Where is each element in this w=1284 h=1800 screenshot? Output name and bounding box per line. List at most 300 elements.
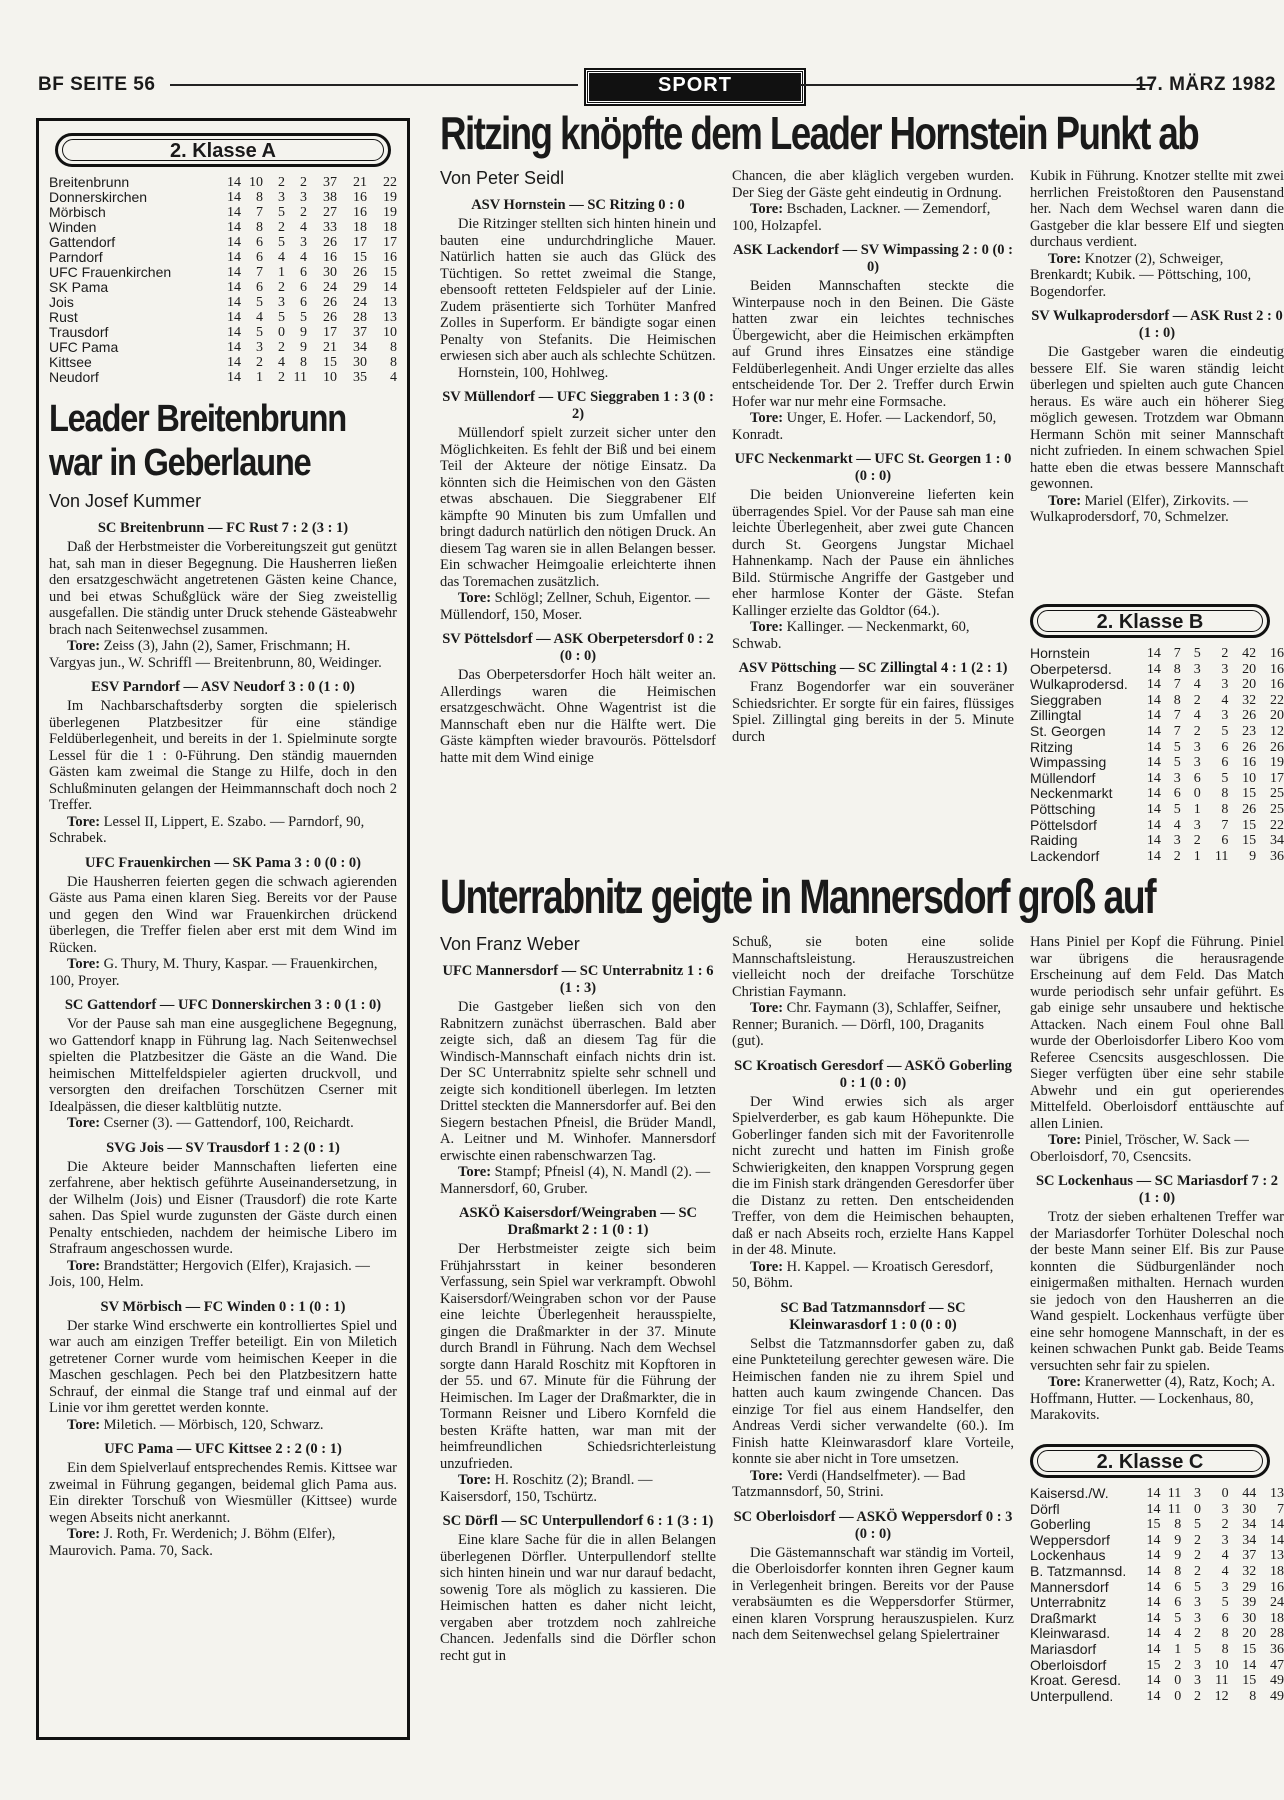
stat-cell: 14 (1146, 770, 1161, 786)
klasse-c-table (1030, 1486, 1284, 1704)
table-row (49, 175, 397, 190)
stat-cell: 14 (1146, 833, 1161, 849)
tore-text: Unger, E. Hofer. — Lackendorf, 50, Konradt. (732, 410, 997, 443)
table-row (49, 295, 397, 310)
stat-cell: 15 (1146, 1517, 1161, 1533)
stat-cell: 27 (323, 205, 337, 220)
table-row (1030, 1517, 1284, 1533)
tore-text: H. Roschitz (2); Brandl. — Kaisersdorf, 150, Tschürtz. (440, 1472, 653, 1505)
stat-cell: 15 (1146, 1657, 1161, 1673)
goal-scorers (49, 956, 397, 989)
tore-label: Tore: (458, 1472, 495, 1488)
stat-cell: 11 (1167, 1486, 1182, 1501)
section-label: SPORT (586, 70, 804, 104)
goal-scorers (732, 410, 1014, 443)
stat-cell: 2 (1194, 1548, 1201, 1564)
stat-cell: 13 (1270, 1548, 1284, 1564)
tore-label: Tore: (1048, 492, 1085, 509)
team-name: Kroat. Geresd. (1030, 1672, 1122, 1689)
top-col-1 (440, 168, 716, 888)
stat-cell: 14 (227, 340, 241, 355)
stat-cell: 2 (256, 355, 263, 370)
stat-cell: 6 (1221, 833, 1229, 849)
stat-cell: 9 (1174, 1548, 1182, 1564)
stat-cell: 30 (353, 355, 367, 370)
stat-cell: 16 (353, 205, 367, 220)
table-row (1030, 1580, 1284, 1596)
match-title: ASV Hornstein — SC Ritzing 0 : 0 (471, 197, 685, 213)
team-name: Dörfl (1030, 1500, 1060, 1517)
match-title: SC Gattendorf — UFC Donnerskirchen 3 : 0 (1 : 0) (64, 997, 382, 1013)
stat-cell: 14 (1146, 801, 1161, 817)
stat-cell: 2 (1173, 848, 1181, 864)
stat-cell: 18 (353, 220, 367, 235)
table-row (1030, 740, 1284, 756)
match-report: Das Oberpetersdorfer Hoch hält weiter an. Allerdings waren die Heimischen ersatzgeschwächt. Ohne Wagentrist ist die Mannschaft eben nur die Hälfte wert. Die Gäste kämpften wieder bravourös. Pöttelsdorf hatte mit dem Wind einige (440, 667, 716, 766)
stat-cell: 14 (1270, 1517, 1284, 1533)
stat-cell: 4 (300, 250, 307, 265)
stat-cell: 15 (1242, 786, 1257, 802)
stat-cell: 14 (227, 250, 241, 265)
stat-cell: 19 (383, 190, 397, 205)
match-title: SV Wulkaprodersdorf — ASK Rust 2 : 0 (1 : 0) (1031, 308, 1283, 341)
stat-cell: 14 (227, 190, 241, 205)
stat-cell: 15 (1242, 1673, 1257, 1689)
stat-cell: 26 (353, 265, 367, 280)
stat-cell: 14 (227, 205, 241, 220)
stat-cell: 3 (278, 190, 285, 205)
stat-cell: 8 (300, 355, 307, 370)
stat-cell: 14 (1146, 817, 1161, 833)
stat-cell: 17 (353, 235, 367, 250)
table-row (1030, 693, 1284, 709)
tore-text: Stampf; Pfneisl (4), N. Mandl (2). — Mannersdorf, 60, Gruber. (440, 1164, 711, 1197)
goal-scorers (49, 1526, 397, 1559)
table-row (49, 235, 397, 250)
stat-cell: 7 (256, 265, 263, 280)
klasse-b-title: 2. Klasse B (1030, 604, 1270, 638)
team-name: Kaisersd./W. (1030, 1485, 1109, 1501)
stat-cell: 9 (1249, 848, 1257, 864)
klasse-c-box (1030, 1444, 1284, 1740)
stat-cell: 34 (1242, 1517, 1257, 1533)
stat-cell: 9 (300, 340, 307, 355)
stat-cell: 8 (1221, 786, 1229, 802)
team-name: Pöttelsdorf (1030, 816, 1097, 833)
table-row (1030, 1486, 1284, 1502)
stat-cell: 14 (227, 265, 241, 280)
stat-cell: 20 (1242, 661, 1257, 677)
stat-cell: 34 (1242, 1532, 1257, 1548)
match-title: SC Kroatisch Geresdorf — ASKÖ Goberling 0 : 1 (0 : 0) (734, 1057, 1012, 1091)
stat-cell: 0 (1221, 1486, 1229, 1501)
stat-cell: 3 (1221, 1579, 1229, 1595)
goal-scorers (732, 1259, 1014, 1292)
stat-cell: 14 (227, 175, 241, 190)
stat-cell: 16 (383, 250, 397, 265)
goal-scorers (1030, 1132, 1284, 1165)
stat-cell: 14 (1146, 1563, 1161, 1579)
stat-cell: 18 (1270, 1610, 1284, 1626)
stat-cell: 26 (1242, 739, 1257, 755)
stat-cell: 2 (1221, 1517, 1229, 1533)
table-row (1030, 849, 1284, 865)
match-report: Die beiden Unionvereine lieferten kein überragendes Spiel. Vor der Pause sah man eine leichte Überlegenheit, aber zwei gute Chancen durch St. Georgens Jungstar Michael Hahnenkamp. Nach der Pause ein ähnliches Bild. Stürmische Angriffe der Gastgeber und eher harmlose Konter der Gäste. Stefan Kallinger erzielte das Goldtor (64.). (732, 487, 1014, 619)
stat-cell: 39 (1242, 1595, 1257, 1611)
left-reports (49, 520, 397, 1559)
team-name: Kittsee (49, 354, 92, 370)
match-title: SC Bad Tatzmannsdorf — SC Kleinwarasdorf 1 : 0 (0 : 0) (780, 1299, 966, 1333)
match-report: Die Ritzinger stellten sich hinten hinein und bauten eine undurchdringliche Mauer. Natürlich hatten sie auch das Glück des Tüchtigen. So rettet zweimal die Stange, ebensooft retteten Feldspieler auf der Linie. Zudem präsentierte sich Torhüter Manfred Zolles in Superform. Er bändigte sogar einen Penalty von Stefanits. Die Heimischen erwiesen sich aber auch als schlechte Schützen. (440, 216, 716, 364)
stat-cell: 1 (1193, 848, 1201, 864)
stat-cell: 10 (1214, 1657, 1229, 1673)
tore-text: H. Kappel. — Kroatisch Geresdorf, 50, Böhm. (732, 1258, 994, 1291)
stat-cell: 4 (1193, 708, 1201, 724)
table-row (49, 310, 397, 325)
stat-cell: 1 (1174, 1641, 1182, 1657)
stat-cell: 14 (1146, 1673, 1161, 1689)
table-row (1030, 1642, 1284, 1658)
stat-cell: 6 (256, 250, 263, 265)
stat-cell: 34 (353, 340, 367, 355)
stat-cell: 2 (278, 370, 285, 385)
table-row (1030, 802, 1284, 818)
stat-cell: 5 (1173, 801, 1181, 817)
tore-label: Tore: (67, 1257, 104, 1274)
stat-cell: 5 (1193, 646, 1201, 661)
stat-cell: 15 (353, 250, 367, 265)
stat-cell: 19 (383, 205, 397, 220)
stat-cell: 6 (1221, 739, 1229, 755)
stat-cell: 2 (1193, 723, 1201, 739)
stat-cell: 42 (1242, 646, 1257, 661)
stat-cell: 2 (278, 340, 285, 355)
stat-cell: 14 (1146, 786, 1161, 802)
stat-cell: 14 (1146, 708, 1161, 724)
tore-text: Zeiss (3), Jahn (2), Samer, Frischmann; H. Vargyas jun., W. Schriffl — Breitenbrunn, 80, Weidinger. (49, 638, 382, 671)
stat-cell: 7 (1277, 1501, 1284, 1517)
match-title: UFC Pama — UFC Kittsee 2 : 2 (0 : 1) (104, 1441, 342, 1457)
stat-cell: 21 (323, 340, 337, 355)
stat-cell: 0 (1194, 1501, 1201, 1517)
stat-cell: 3 (300, 190, 307, 205)
stat-cell: 18 (1270, 1563, 1284, 1579)
stat-cell: 14 (1146, 739, 1161, 755)
stat-cell: 3 (1221, 708, 1229, 724)
tore-label: Tore: (1048, 250, 1085, 267)
table-row (49, 355, 397, 370)
table-row (49, 280, 397, 295)
stat-cell: 13 (383, 295, 397, 310)
goal-scorers (49, 638, 397, 671)
stat-cell: 5 (278, 235, 285, 250)
stat-cell: 5 (1221, 723, 1229, 739)
stat-cell: 32 (1242, 692, 1257, 708)
team-name: Kleinwarasd. (1030, 1625, 1111, 1642)
tore-text: J. Roth, Fr. Werdenich; J. Böhm (Elfer), Maurovich. Pama. 70, Sack. (49, 1526, 336, 1559)
tore-label: Tore: (750, 1467, 787, 1484)
table-row (1030, 1611, 1284, 1627)
stat-cell: 16 (353, 190, 367, 205)
stat-cell: 3 (1221, 1532, 1229, 1548)
stat-cell: 15 (383, 265, 397, 280)
stat-cell: 8 (1173, 692, 1181, 708)
stat-cell: 8 (1173, 661, 1181, 677)
stat-cell: 10 (323, 370, 337, 385)
stat-cell: 14 (1146, 755, 1161, 771)
tore-text: Bschaden, Lackner. — Zemendorf, 100, Holzapfel. (732, 201, 991, 234)
table-row (1030, 724, 1284, 740)
stat-cell: 3 (1193, 739, 1201, 755)
match-title: ASK Lackendorf — SV Wimpassing 2 : 0 (0 : 0) (733, 242, 1013, 275)
tore-label: Tore: (750, 410, 787, 426)
stat-cell: 18 (383, 220, 397, 235)
stat-cell: 14 (1146, 661, 1161, 677)
stat-cell: 8 (1221, 1641, 1229, 1657)
table-row (49, 325, 397, 340)
klasse-a-box (36, 118, 410, 1740)
stat-cell: 26 (1270, 739, 1284, 755)
stat-cell: 14 (1146, 1501, 1161, 1517)
tore-text: Verdi (Handselfmeter). — Bad Tatzmannsdorf, 50, Strini. (732, 1467, 966, 1500)
stat-cell: 26 (323, 235, 337, 250)
table-row (1030, 1502, 1284, 1518)
table-row (1030, 818, 1284, 834)
match-report: Die Gastgeber ließen sich von den Rabnitzern zunächst überraschen. Bald aber zeigte sich, daß an diesem Tag für die Windisch-Mannschaft einfach nichts drin ist. Der SC Unterrabnitz spielte sehr schnell und zeigte sich konditionell überlegen. Im letzten Drittel steckten die Mannersdorfer auf. Bei den Siegern bestachen Pfneisl, die Brüder Mandl, A. Leitner und M. Winhofer. Mannersdorf erwischte einen rabenschwarzen Tag. (440, 999, 716, 1164)
klasse-c-title: 2. Klasse C (1030, 1444, 1270, 1478)
match-report: Beiden Mannschaften steckte die Winterpause noch in den Beinen. Die Gäste hatten zwar ein leichtes technisches Übergewicht, aber die Heimischen erkämpften auf Grund ihres Einsatzes eine ständige Feldüberlegenheit. Andi Unger erzielte das alles entscheidende Tor. Der 2. Treffer durch Erwin Hofer war nur mehr eine Formsache. (732, 278, 1014, 410)
match-report: Schuß, sie boten eine solide Mannschaftsleistung. Herauszustreichen vielleicht noch der dreifache Torschütze Christian Faymann. (732, 934, 1014, 1000)
bottom-col-2 (732, 934, 1014, 1740)
stat-cell: 4 (1174, 1626, 1182, 1642)
stat-cell: 14 (1146, 1610, 1161, 1626)
stat-cell: 22 (1270, 692, 1284, 708)
bottom-col-1 (440, 934, 716, 1740)
stat-cell: 3 (256, 340, 263, 355)
goal-scorers (732, 201, 1014, 234)
team-name: Trausdorf (49, 324, 109, 340)
stat-cell: 14 (1146, 1548, 1161, 1564)
match-report: Chancen, die aber kläglich vergeben wurden. Der Sieg der Gäste geht eindeutig in Ordnung. (732, 168, 1014, 201)
stat-cell: 24 (323, 280, 337, 295)
match-report: Ein dem Spielverlauf entsprechendes Remis. Kittsee war zweimal in Führung gegangen, beidemal glich Pama aus. Ein direkter Torschuß von Wiesmüller (Kittsee) wurde wegen Abseits nicht anerkannt. (49, 1460, 397, 1526)
stat-cell: 14 (1146, 1595, 1161, 1611)
stat-cell: 21 (353, 175, 367, 190)
stat-cell: 1 (278, 265, 285, 280)
stat-cell: 3 (1193, 755, 1201, 771)
tore-text: Brandstätter; Hergovich (Elfer), Krajasich. — Jois, 100, Helm. (49, 1257, 370, 1290)
stat-cell: 14 (227, 310, 241, 325)
match-report: Der Herbstmeister zeigte sich beim Frühjahrsstart in keiner besonderen Verfassung, sein Spiel war verkrampft. Obwohl Kaisersdorf/Weingraben schon vor der Pause eine leichte Überlegenheit herausspielte, gingen die Draßmarkter in der 37. Minute durch Brandl in Führung. Nach dem Wechsel sorgte dann Harald Roschitz mit Kopftoren in der 55. und 67. Minute für die Führung der Heimischen. Im Lager der Draßmarkter, die in Tormann Reisner und Libero Kornfeld die besten Kräfte hatten, war man mit der heimfreundlichen Schiedsrichterleistung unzufrieden. (440, 1241, 716, 1472)
team-name: Neudorf (49, 369, 99, 385)
stat-cell: 8 (256, 220, 263, 235)
stat-cell: 2 (1193, 833, 1201, 849)
stat-cell: 6 (1193, 770, 1201, 786)
stat-cell: 5 (1221, 770, 1229, 786)
stat-cell: 20 (1270, 708, 1284, 724)
tore-text: Kallinger. — Neckenmarkt, 60, Schwab. (732, 619, 970, 652)
goal-scorers (732, 1468, 1014, 1501)
table-row (1030, 1673, 1284, 1689)
match-title: SC Breitenbrunn — FC Rust 7 : 2 (3 : 1) (97, 520, 349, 536)
stat-cell: 3 (1173, 770, 1181, 786)
stat-cell: 3 (1193, 817, 1201, 833)
stat-cell: 6 (300, 280, 307, 295)
stat-cell: 4 (1221, 1548, 1229, 1564)
stat-cell: 16 (1270, 646, 1284, 661)
stat-cell: 7 (1173, 708, 1181, 724)
team-name: Donnerskirchen (49, 189, 148, 205)
team-name: Weppersdorf (1030, 1531, 1110, 1548)
table-row (49, 265, 397, 280)
stat-cell: 9 (300, 325, 307, 340)
stat-cell: 20 (1242, 677, 1257, 693)
stat-cell: 5 (1173, 739, 1181, 755)
match-title: SV Mörbisch — FC Winden 0 : 1 (0 : 1) (100, 1298, 346, 1315)
stat-cell: 17 (323, 325, 337, 340)
stat-cell: 8 (390, 355, 397, 370)
stat-cell: 8 (256, 190, 263, 205)
table-row (1030, 1564, 1284, 1580)
stat-cell: 26 (1242, 708, 1257, 724)
stat-cell: 6 (300, 295, 307, 310)
klasse-b-box (1030, 604, 1284, 872)
team-name: Neckenmarkt (1030, 785, 1113, 802)
table-row (1030, 662, 1284, 678)
match-report: Daß der Herbstmeister die Vorbereitungszeit gut genützt hat, sah man in dieser Begegnung. Die Hausherren ließen den ersatzgeschwächt angetretenen Gästen keine Chance, und bei etwas Schußglück wäre der Sieg zweistellig ausgefallen. Die ständig unter Druck stehende Gästeabwehr brach nach Seitenwechsel zusammen. (49, 539, 397, 638)
goal-scorers (440, 1164, 716, 1197)
stat-cell: 26 (323, 310, 337, 325)
stat-cell: 5 (278, 205, 285, 220)
tore-label: Tore: (750, 201, 787, 217)
page-number: BF SEITE 56 (38, 74, 156, 95)
match-report: Franz Bogendorfer war ein souveräner Schiedsrichter. Er sorgte für ein faires, flüssiges Spiel. Zillingtal ging bereits in der 5. Minute durch (732, 679, 1014, 745)
stat-cell: 17 (1270, 770, 1284, 786)
stat-cell: 22 (383, 175, 397, 190)
team-name: Draßmarkt (1030, 1609, 1097, 1626)
team-name: Jois (49, 294, 74, 310)
stat-cell: 4 (278, 355, 285, 370)
tore-label: Tore: (750, 1000, 787, 1016)
stat-cell: 2 (278, 280, 285, 295)
tore-label: Tore: (67, 1115, 104, 1131)
stat-cell: 29 (353, 280, 367, 295)
stat-cell: 2 (1194, 1688, 1201, 1704)
header-rule-left (170, 84, 578, 86)
stat-cell: 4 (300, 220, 307, 235)
stat-cell: 2 (1193, 692, 1201, 708)
tore-label: Tore: (67, 1416, 104, 1433)
team-name: Pöttsching (1030, 800, 1096, 817)
stat-cell: 37 (1242, 1548, 1257, 1564)
tore-label: Tore: (67, 1526, 104, 1542)
stat-cell: 14 (1146, 1688, 1161, 1704)
tore-label: Tore: (458, 1164, 495, 1180)
stat-cell: 24 (353, 295, 367, 310)
match-report: Müllendorf spielt zurzeit sicher unter den Möglichkeiten. Es fehlt der Biß und bei einem Teil der Akteure der nötige Einsatz. Da könnten sich die Heimischen von den Gästen etwas abschauen. Die Sieggrabener Elf kämpfte 90 Minuten bis zum Umfallen und bringt dadurch natürlich den nötigen Druck. An diesem Tag waren sie in allen Belangen besser. Ein schwacher Heimgoalie erleichterte ihnen das Toremachen zusätzlich. (440, 425, 716, 590)
bottom-col-3 (1030, 934, 1284, 1442)
stat-cell: 15 (1242, 817, 1257, 833)
table-row (1030, 755, 1284, 771)
table-row (1030, 833, 1284, 849)
stat-cell: 5 (1194, 1641, 1201, 1657)
stat-cell: 34 (1270, 833, 1284, 849)
team-name: Parndorf (49, 249, 103, 265)
bottom-headline: Unterrabnitz geigte in Mannersdorf groß auf (440, 871, 1156, 924)
tore-label: Tore: (750, 1258, 787, 1275)
stat-cell: 7 (1173, 723, 1181, 739)
stat-cell: 2 (278, 175, 285, 190)
match-report: Der Wind erwies sich als arger Spielverderber, es gab kaum Höhepunkte. Die Goberlinger fanden sich mit der Favoritenrolle nicht zurecht und hatten im Finish große Schwierigkeiten, den knappen Vorsprung gegen die im Finish stark drängenden Geresdorfer über die Distanz zu retten. Den entscheidenden Treffer, von dem die Heimischen behaupten, daß er nach Abseits roch, erzielte Hans Kappel in der 48. Minute. (732, 1093, 1014, 1258)
stat-cell: 6 (1173, 786, 1181, 802)
table-row (1030, 771, 1284, 787)
team-name: B. Tatzmannsd. (1030, 1562, 1127, 1579)
stat-cell: 14 (1242, 1657, 1257, 1673)
goal-scorers (1030, 251, 1284, 301)
team-name: Mörbisch (49, 204, 106, 220)
stat-cell: 14 (1270, 1532, 1284, 1548)
tore-text: Miletich. — Mörbisch, 120, Schwarz. (103, 1416, 324, 1433)
left-headline: Leader Breitenbrunn war in Geberlaune (49, 398, 346, 484)
stat-cell: 38 (323, 190, 337, 205)
stat-cell: 28 (1270, 1626, 1284, 1642)
stat-cell: 14 (227, 220, 241, 235)
match-report: Trotz der sieben erhaltenen Treffer war der Mariasdorfer Torhüter Doleschal noch der beste Mann seiner Elf. Bis zur Pause konnten die Südburgenländer noch einigermaßen mithalten. Hernach wurden sie jedoch von den Hausherren an die Wand gespielt. Lockenhaus verfügte über eine sehr homogene Mannschaft, in der es keinen schwachen Punkt gab. Beide Teams versuchten sehr fair zu spielen. (1030, 1209, 1284, 1374)
tore-text: Kranerwetter (4), Ratz, Koch; A. Hoffmann, Hutter. — Lockenhaus, 80, Marakovits. (1030, 1374, 1276, 1423)
stat-cell: 3 (1194, 1486, 1201, 1501)
team-name: Unterpullend. (1030, 1687, 1114, 1704)
stat-cell: 4 (1193, 677, 1201, 693)
tore-label: Tore: (750, 619, 787, 635)
table-row (49, 370, 397, 385)
stat-cell: 13 (383, 310, 397, 325)
stat-cell: 15 (1242, 1641, 1257, 1657)
tore-text: Knotzer (2), Schweiger, Brenkardt; Kubik. — Pöttsching, 100, Bogendorfer. (1030, 250, 1252, 300)
stat-cell: 12 (1214, 1688, 1229, 1704)
team-name: Lockenhaus (1030, 1547, 1106, 1564)
tore-label: Tore: (458, 590, 495, 606)
top-col-3 (1030, 168, 1284, 606)
team-name: Breitenbrunn (49, 174, 130, 190)
tore-text: G. Thury, M. Thury, Kaspar. — Frauenkirchen, 100, Proyer. (49, 956, 378, 989)
stat-cell: 3 (1193, 661, 1201, 677)
table-row (1030, 1533, 1284, 1549)
table-row (49, 190, 397, 205)
stat-cell: 6 (1221, 755, 1229, 771)
stat-cell: 13 (1270, 1486, 1284, 1501)
stat-cell: 25 (1270, 801, 1284, 817)
stat-cell: 44 (1242, 1486, 1257, 1501)
stat-cell: 14 (1146, 1486, 1161, 1501)
match-info: Hornstein, 100, Hohlweg. (458, 364, 609, 381)
match-title: SC Lockenhaus — SC Mariasdorf 7 : 2 (1 : 0) (1035, 1173, 1279, 1206)
stat-cell: 37 (323, 175, 337, 190)
team-name: UFC Pama (49, 339, 119, 355)
stat-cell: 14 (227, 325, 241, 340)
tore-text: Piniel, Tröscher, W. Sack — Oberloisdorf, 70, Csencsits. (1030, 1132, 1249, 1165)
stat-cell: 29 (1242, 1579, 1257, 1595)
stat-cell: 5 (300, 310, 307, 325)
stat-cell: 5 (278, 310, 285, 325)
team-name: Ritzing (1030, 738, 1073, 755)
goal-scorers (440, 1472, 716, 1505)
table-row (49, 250, 397, 265)
goal-scorers (49, 1417, 397, 1434)
team-name: Zillingtal (1030, 707, 1082, 724)
team-name: Unterrabnitz (1030, 1594, 1107, 1611)
stat-cell: 6 (300, 265, 307, 280)
stat-cell: 2 (300, 205, 307, 220)
